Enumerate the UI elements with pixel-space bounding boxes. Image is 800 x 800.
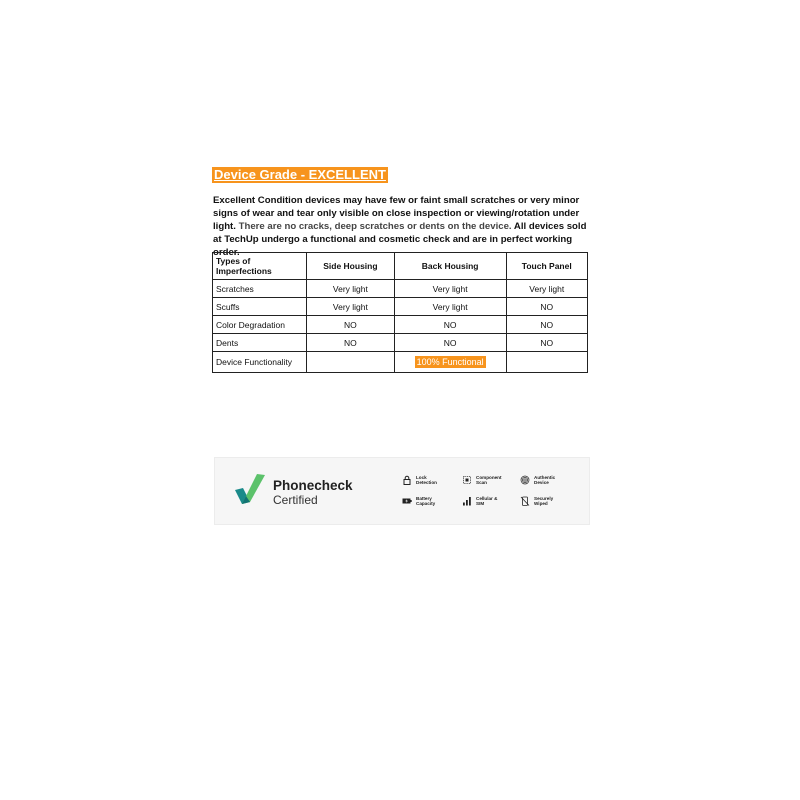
table-cell: NO (394, 334, 506, 352)
table-cell: NO (506, 316, 587, 334)
table-cell: Very light (394, 298, 506, 316)
chip-icon (462, 475, 472, 485)
table-cell: NO (307, 316, 395, 334)
description-part-3: All devices sold at TechUp undergo a functional and cosmetic check and are in perfect working order. (213, 221, 587, 258)
table-cell: NO (307, 334, 395, 352)
feature-label: Cellular & SIM (476, 496, 498, 506)
brand-name: Phonecheck (273, 478, 353, 493)
phonecheck-banner (214, 457, 590, 525)
table-header: Side Housing (307, 253, 395, 280)
feature-component-scan (462, 475, 500, 485)
feature-securely-wiped (520, 496, 558, 506)
imperfections-table (212, 252, 588, 373)
fingerprint-icon (520, 475, 530, 485)
lock-icon (402, 475, 412, 485)
feature-label: Authentic Device (534, 475, 556, 485)
feature-label: Lock Detection (416, 475, 437, 485)
table-cell: NO (394, 316, 506, 334)
signal-bars-icon (462, 496, 472, 506)
table-cell: NO (506, 334, 587, 352)
feature-label: Component Scan (476, 475, 502, 485)
table-row (213, 298, 588, 316)
table-row (213, 334, 588, 352)
feature-authentic-device (520, 475, 558, 485)
functionality-cell (394, 352, 506, 373)
brand-certified: Certified (273, 493, 318, 507)
grade-description (213, 194, 589, 259)
table-cell: Scratches (213, 280, 307, 298)
table-header-row (213, 253, 588, 280)
feature-label: Securely Wiped (534, 496, 554, 506)
table-row (213, 316, 588, 334)
functionality-badge: 100% Functional (416, 357, 484, 367)
phonecheck-logo-icon (233, 472, 267, 506)
table-cell: NO (506, 298, 587, 316)
feature-lock-detection (402, 475, 440, 485)
table-cell-empty (506, 352, 587, 373)
description-part-1: Excellent Condition devices may have few or faint small scratches or very minor signs of wear and tear only visible on close inspection or viewing/rotation under light. (213, 195, 580, 232)
table-cell: Scuffs (213, 298, 307, 316)
grade-title: Device Grade - EXCELLENT (214, 167, 386, 182)
table-cell: Dents (213, 334, 307, 352)
table-cell: Very light (506, 280, 587, 298)
table-row (213, 280, 588, 298)
table-cell: Very light (307, 298, 395, 316)
functionality-row (213, 352, 588, 373)
table-header: Back Housing (394, 253, 506, 280)
table-header: Touch Panel (506, 253, 587, 280)
table-cell: Very light (307, 280, 395, 298)
feature-cellular-sim (462, 496, 500, 506)
table-header: Types of Imperfections (213, 253, 307, 280)
table-cell: Color Degradation (213, 316, 307, 334)
feature-battery-capacity (402, 496, 440, 506)
table-cell: Very light (394, 280, 506, 298)
description-part-2: There are no cracks, deep scratches or dents on the device. (238, 221, 512, 232)
table-cell-empty (307, 352, 395, 373)
wiped-phone-icon (520, 496, 530, 506)
functionality-label: Device Functionality (213, 352, 307, 373)
feature-label: Battery Capacity (416, 496, 436, 506)
battery-icon (402, 496, 412, 506)
